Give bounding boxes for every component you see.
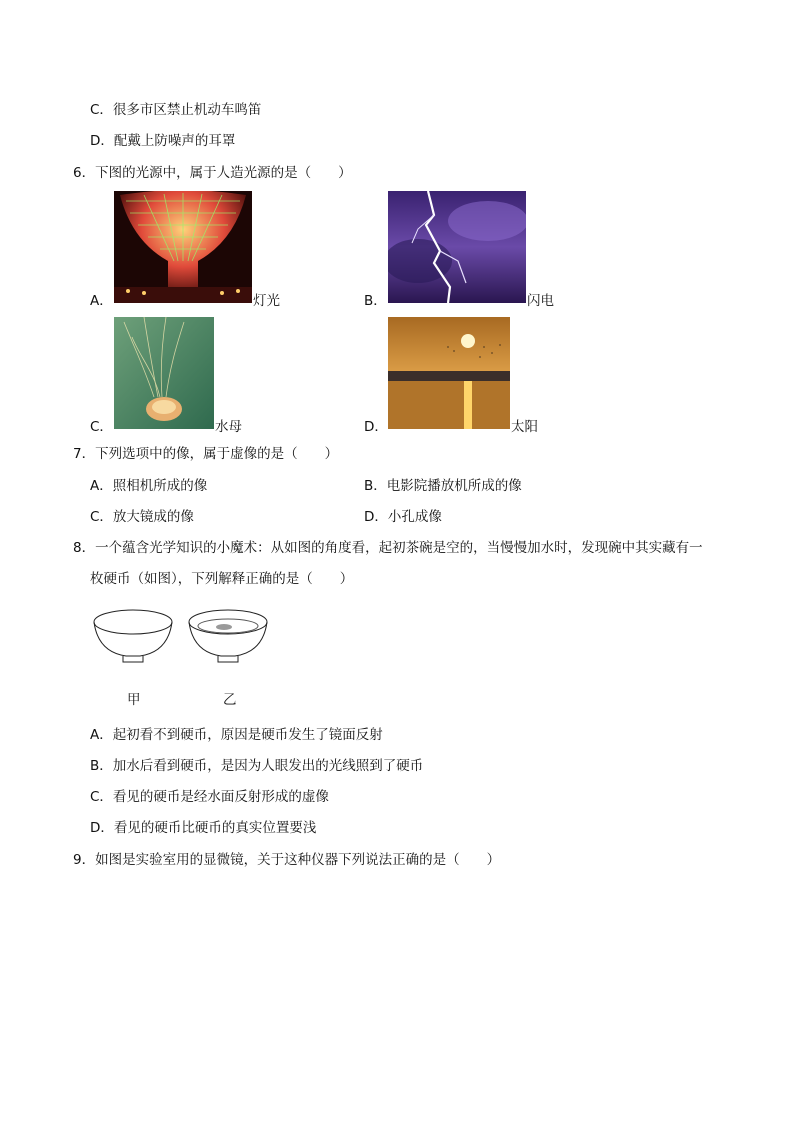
q6-option-b-letter: B． bbox=[364, 293, 387, 309]
jellyfish-image bbox=[114, 317, 214, 429]
lightning-graphic bbox=[388, 191, 526, 303]
jellyfish-graphic bbox=[114, 317, 214, 429]
q6-option-a-caption: 灯光 bbox=[253, 293, 280, 309]
sunset-graphic bbox=[388, 317, 510, 429]
lightning-image bbox=[388, 191, 526, 303]
q6-stem: 6．下图的光源中，属于人造光源的是（ ） bbox=[73, 165, 352, 181]
q8-option-d: D．看见的硬币比硬币的真实位置要浅 bbox=[90, 820, 317, 836]
q5-option-d: D．配戴上防噪声的耳罩 bbox=[90, 133, 236, 149]
q6-option-d-caption: 太阳 bbox=[511, 419, 538, 435]
lamp-tower-graphic bbox=[114, 191, 252, 303]
q8-stem-line2: 枚硬币（如图），下列解释正确的是（ ） bbox=[90, 571, 354, 587]
q7-option-d: D．小孔成像 bbox=[364, 509, 442, 525]
q8-option-c: C．看见的硬币是经水面反射形成的虚像 bbox=[90, 789, 329, 805]
q9-stem: 9．如图是实验室用的显微镜，关于这种仪器下列说法正确的是（ ） bbox=[73, 852, 501, 868]
q8-stem-line1: 8．一个蕴含光学知识的小魔术：从如图的角度看，起初茶碗是空的，当慢慢加水时，发现碗中其实藏有一 bbox=[73, 540, 703, 556]
q7-option-c: C．放大镜成的像 bbox=[90, 509, 194, 525]
sunset-image bbox=[388, 317, 510, 429]
q7-option-a: A．照相机所成的像 bbox=[90, 478, 208, 494]
q8-option-a: A．起初看不到硬币，原因是硬币发生了镜面反射 bbox=[90, 727, 383, 743]
q8-option-b: B．加水后看到硬币，是因为人眼发出的光线照到了硬币 bbox=[90, 758, 424, 774]
q6-option-c-caption: 水母 bbox=[215, 419, 242, 435]
bowls-graphic bbox=[90, 602, 270, 670]
bowl-label-yi: 乙 bbox=[223, 692, 237, 708]
q6-option-a-letter: A． bbox=[90, 293, 113, 309]
q6-option-b-caption: 闪电 bbox=[527, 293, 554, 309]
q7-option-b: B．电影院播放机所成的像 bbox=[364, 478, 522, 494]
bowl-label-jia: 甲 bbox=[127, 692, 141, 708]
q6-option-c-letter: C． bbox=[90, 419, 113, 435]
q5-option-c: C．很多市区禁止机动车鸣笛 bbox=[90, 102, 262, 118]
bowls-figure bbox=[90, 602, 270, 670]
lamp-tower-image bbox=[114, 191, 252, 303]
q6-option-d-letter: D． bbox=[364, 419, 388, 435]
q7-stem: 7．下列选项中的像，属于虚像的是（ ） bbox=[73, 446, 339, 462]
